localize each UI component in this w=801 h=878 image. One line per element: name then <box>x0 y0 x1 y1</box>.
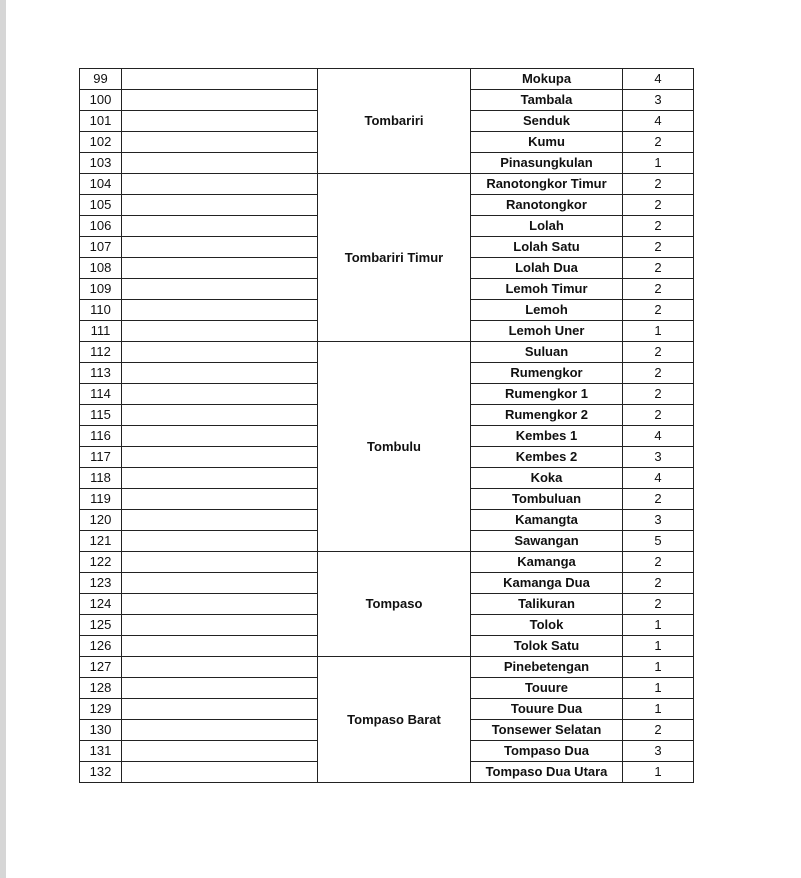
village-name: Kembes 1 <box>471 426 623 447</box>
blank-cell <box>122 657 318 678</box>
blank-cell <box>122 678 318 699</box>
blank-cell <box>122 90 318 111</box>
count-value: 1 <box>623 321 694 342</box>
count-value: 2 <box>623 132 694 153</box>
count-value: 2 <box>623 489 694 510</box>
blank-cell <box>122 720 318 741</box>
blank-cell <box>122 237 318 258</box>
blank-cell <box>122 489 318 510</box>
village-name: Touure <box>471 678 623 699</box>
row-number: 114 <box>80 384 122 405</box>
blank-cell <box>122 447 318 468</box>
blank-cell <box>122 69 318 90</box>
district-name: Tombariri Timur <box>318 174 471 342</box>
count-value: 2 <box>623 258 694 279</box>
village-name: Tambala <box>471 90 623 111</box>
table-row <box>80 552 694 573</box>
row-number: 116 <box>80 426 122 447</box>
count-value: 2 <box>623 279 694 300</box>
row-number: 113 <box>80 363 122 384</box>
row-number: 107 <box>80 237 122 258</box>
village-name: Kembes 2 <box>471 447 623 468</box>
village-name: Tonsewer Selatan <box>471 720 623 741</box>
count-value: 2 <box>623 552 694 573</box>
row-number: 122 <box>80 552 122 573</box>
row-number: 102 <box>80 132 122 153</box>
village-name: Kumu <box>471 132 623 153</box>
village-table <box>79 68 694 783</box>
row-number: 115 <box>80 405 122 426</box>
village-name: Rumengkor <box>471 363 623 384</box>
village-name: Tolok <box>471 615 623 636</box>
count-value: 4 <box>623 111 694 132</box>
blank-cell <box>122 552 318 573</box>
village-name: Lolah <box>471 216 623 237</box>
row-number: 110 <box>80 300 122 321</box>
row-number: 124 <box>80 594 122 615</box>
count-value: 3 <box>623 447 694 468</box>
village-name: Rumengkor 2 <box>471 405 623 426</box>
row-number: 132 <box>80 762 122 783</box>
row-number: 106 <box>80 216 122 237</box>
blank-cell <box>122 699 318 720</box>
village-name: Sawangan <box>471 531 623 552</box>
count-value: 2 <box>623 594 694 615</box>
row-number: 112 <box>80 342 122 363</box>
table-row <box>80 657 694 678</box>
blank-cell <box>122 216 318 237</box>
count-value: 2 <box>623 195 694 216</box>
row-number: 121 <box>80 531 122 552</box>
row-number: 120 <box>80 510 122 531</box>
village-name: Lolah Satu <box>471 237 623 258</box>
row-number: 119 <box>80 489 122 510</box>
blank-cell <box>122 363 318 384</box>
count-value: 5 <box>623 531 694 552</box>
village-name: Lolah Dua <box>471 258 623 279</box>
blank-cell <box>122 531 318 552</box>
count-value: 4 <box>623 468 694 489</box>
count-value: 1 <box>623 678 694 699</box>
blank-cell <box>122 594 318 615</box>
village-name: Kamanga <box>471 552 623 573</box>
village-name: Pinasungkulan <box>471 153 623 174</box>
row-number: 131 <box>80 741 122 762</box>
blank-cell <box>122 426 318 447</box>
village-name: Tolok Satu <box>471 636 623 657</box>
count-value: 3 <box>623 741 694 762</box>
village-name: Touure Dua <box>471 699 623 720</box>
district-name: Tompaso Barat <box>318 657 471 783</box>
count-value: 2 <box>623 720 694 741</box>
count-value: 2 <box>623 300 694 321</box>
row-number: 104 <box>80 174 122 195</box>
row-number: 125 <box>80 615 122 636</box>
blank-cell <box>122 741 318 762</box>
village-name: Lemoh Uner <box>471 321 623 342</box>
blank-cell <box>122 573 318 594</box>
blank-cell <box>122 636 318 657</box>
blank-cell <box>122 510 318 531</box>
count-value: 1 <box>623 762 694 783</box>
village-name: Rumengkor 1 <box>471 384 623 405</box>
count-value: 2 <box>623 342 694 363</box>
village-name: Tompaso Dua Utara <box>471 762 623 783</box>
blank-cell <box>122 174 318 195</box>
row-number: 103 <box>80 153 122 174</box>
count-value: 3 <box>623 510 694 531</box>
blank-cell <box>122 468 318 489</box>
page-edge-shadow <box>0 0 6 878</box>
village-name: Lemoh <box>471 300 623 321</box>
village-name: Koka <box>471 468 623 489</box>
count-value: 4 <box>623 69 694 90</box>
blank-cell <box>122 300 318 321</box>
village-name: Ranotongkor <box>471 195 623 216</box>
table-row <box>80 69 694 90</box>
count-value: 4 <box>623 426 694 447</box>
count-value: 2 <box>623 237 694 258</box>
count-value: 2 <box>623 174 694 195</box>
row-number: 130 <box>80 720 122 741</box>
village-name: Kamangta <box>471 510 623 531</box>
count-value: 1 <box>623 657 694 678</box>
row-number: 108 <box>80 258 122 279</box>
count-value: 2 <box>623 216 694 237</box>
row-number: 128 <box>80 678 122 699</box>
row-number: 118 <box>80 468 122 489</box>
row-number: 111 <box>80 321 122 342</box>
count-value: 2 <box>623 363 694 384</box>
count-value: 1 <box>623 615 694 636</box>
blank-cell <box>122 615 318 636</box>
row-number: 117 <box>80 447 122 468</box>
count-value: 1 <box>623 153 694 174</box>
row-number: 126 <box>80 636 122 657</box>
blank-cell <box>122 132 318 153</box>
count-value: 1 <box>623 699 694 720</box>
village-name: Talikuran <box>471 594 623 615</box>
row-number: 123 <box>80 573 122 594</box>
village-name: Ranotongkor Timur <box>471 174 623 195</box>
blank-cell <box>122 153 318 174</box>
blank-cell <box>122 762 318 783</box>
row-number: 101 <box>80 111 122 132</box>
table-row <box>80 174 694 195</box>
count-value: 2 <box>623 573 694 594</box>
row-number: 105 <box>80 195 122 216</box>
blank-cell <box>122 279 318 300</box>
village-name: Senduk <box>471 111 623 132</box>
blank-cell <box>122 342 318 363</box>
district-name: Tombulu <box>318 342 471 552</box>
blank-cell <box>122 111 318 132</box>
row-number: 127 <box>80 657 122 678</box>
row-number: 109 <box>80 279 122 300</box>
count-value: 2 <box>623 405 694 426</box>
row-number: 99 <box>80 69 122 90</box>
village-name: Kamanga Dua <box>471 573 623 594</box>
village-name: Lemoh Timur <box>471 279 623 300</box>
count-value: 3 <box>623 90 694 111</box>
village-name: Mokupa <box>471 69 623 90</box>
village-name: Tombuluan <box>471 489 623 510</box>
village-name: Suluan <box>471 342 623 363</box>
blank-cell <box>122 195 318 216</box>
village-name: Tompaso Dua <box>471 741 623 762</box>
row-number: 129 <box>80 699 122 720</box>
table-row <box>80 342 694 363</box>
blank-cell <box>122 258 318 279</box>
row-number: 100 <box>80 90 122 111</box>
blank-cell <box>122 384 318 405</box>
district-name: Tompaso <box>318 552 471 657</box>
count-value: 2 <box>623 384 694 405</box>
blank-cell <box>122 321 318 342</box>
count-value: 1 <box>623 636 694 657</box>
table-body <box>80 69 694 783</box>
village-name: Pinebetengan <box>471 657 623 678</box>
blank-cell <box>122 405 318 426</box>
district-name: Tombariri <box>318 69 471 174</box>
